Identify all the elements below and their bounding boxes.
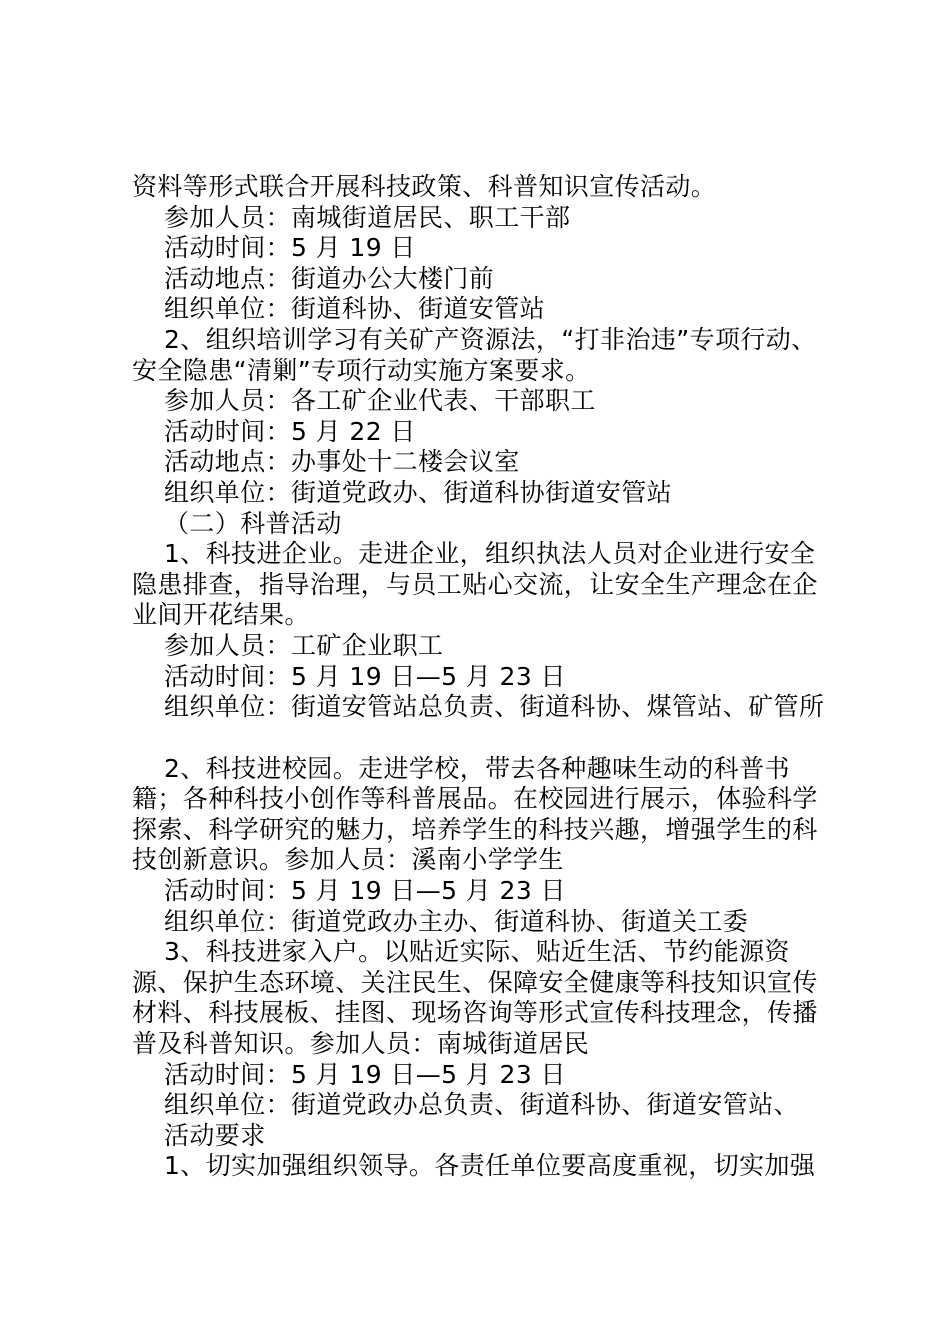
text-line: 活动时间：5 月 19 日—5 月 23 日 [164,876,566,906]
text-line: 组织单位：街道党政办总负责、街道科协、街道安管站、 [164,1090,800,1120]
text-line: 1、切实加强组织领导。各责任单位要高度重视，切实加强 [164,1151,816,1181]
section-heading: 活动要求 [164,1120,266,1150]
text-line: 组织单位：街道安管站总负责、街道科协、煤管站、矿管所 [164,692,825,722]
text-line: 活动时间：5 月 19 日—5 月 23 日 [164,661,566,691]
text-line: 组织单位：街道科协、街道安管站 [164,294,546,324]
blank-line [132,723,832,754]
text-line: 活动时间：5 月 19 日—5 月 23 日 [164,1059,566,1089]
text-line: 活动时间：5 月 19 日 [164,233,416,263]
text-line: 活动地点：办事处十二楼会议室 [164,447,520,477]
text-line: 参加人员：各工矿企业代表、干部职工 [164,386,596,416]
text-line: 参加人员：工矿企业职工 [164,630,444,660]
text-paragraph: 2、科技进校园。走进学校，带去各种趣味生动的科普书籍；各种科技小创作等科普展品。在校园进行展示，体验科学探索、科学研究的魅力，培养学生的科技兴趣，增强学生的科技创新意识。参加人员：溪南小学学生 [132,753,818,875]
section-heading: （二）科普活动 [164,508,342,538]
document-body [132,172,832,1182]
text-line: 资料等形式联合开展科技政策、科普知识宣传活动。 [132,172,717,201]
text-line: 参加人员：南城街道居民、职工干部 [164,202,571,232]
text-line: 组织单位：街道党政办主办、街道科协、街道关工委 [164,906,749,936]
text-paragraph: 3、科技进家入户。以贴近实际、贴近生活、节约能源资源、保护生态环境、关注民生、保障安全健康等科技知识宣传材料、科技展板、挂图、现场咨询等形式宣传科技理念，传播普及科普知识。参加人员：南城街道居民 [132,937,818,1059]
text-paragraph: 1、科技进企业。走进企业，组织执法人员对企业进行安全隐患排查，指导治理，与员工贴心交流，让安全生产理念在企业间开花结果。 [132,539,818,630]
text-line: 组织单位：街道党政办、街道科协街道安管站 [164,477,673,507]
text-paragraph: 2、组织培训学习有关矿产资源法，“打非治违”专项行动、安全隐患“清剿”专项行动实施方案要求。 [132,324,817,385]
text-line: 活动时间：5 月 22 日 [164,416,416,446]
text-line: 活动地点：街道办公大楼门前 [164,263,495,293]
